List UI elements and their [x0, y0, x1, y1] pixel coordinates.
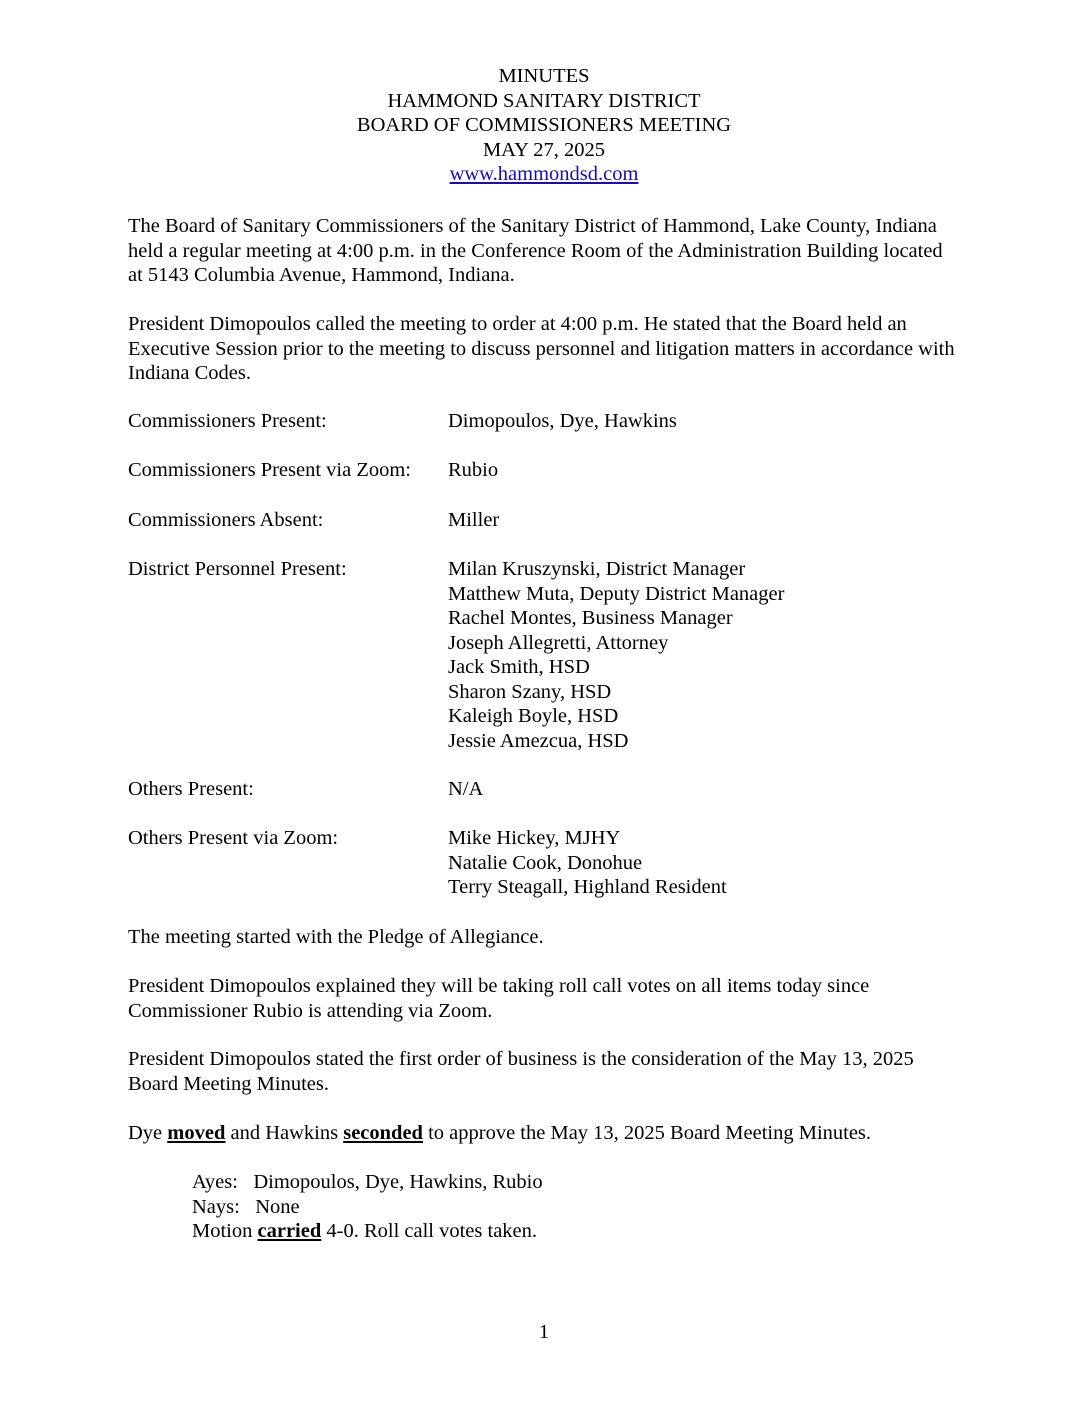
motion-moved: moved	[167, 1122, 226, 1144]
motion-word: Motion	[192, 1220, 253, 1242]
personnel-item: Sharon Szany, HSD	[448, 680, 612, 703]
district-personnel-list	[448, 557, 784, 753]
personnel-item: Matthew Muta, Deputy District Manager	[448, 582, 785, 605]
motion-paragraph	[128, 1121, 958, 1146]
roll-call-paragraph: President Dimopoulos explained they will be taking roll call votes on all items today since Commissioner Rubio is attending via Zoom.	[128, 975, 870, 1022]
commissioners-absent-label: Commissioners Absent:	[128, 509, 324, 531]
others-zoom-list	[448, 826, 727, 900]
first-order-paragraph: President Dimopoulos stated the first order of business is the consideration of the May 13, 2025 Board Meeting Minutes.	[128, 1048, 914, 1095]
motion-carried: carried	[257, 1220, 322, 1242]
website-link[interactable]: www.hammondsd.com	[449, 163, 639, 185]
others-present-value: N/A	[448, 778, 484, 800]
ayes-line	[192, 1170, 543, 1195]
intro-paragraph: The Board of Sanitary Commissioners of the Sanitary District of Hammond, Lake County, Indiana held a regular meeting at 4:00 p.m. in the Conference Room of the Administration Building located at 5143 Columbia Avenue, Hammond, Indiana.	[128, 215, 943, 286]
district-personnel-label: District Personnel Present:	[128, 558, 347, 580]
commissioners-zoom-label: Commissioners Present via Zoom:	[128, 459, 411, 481]
header-meeting: BOARD OF COMMISSIONERS MEETING	[356, 114, 732, 136]
personnel-item: Jessie Amezcua, HSD	[448, 729, 629, 752]
others-zoom-item: Natalie Cook, Donohue	[448, 851, 643, 874]
personnel-item: Milan Kruszynski, District Manager	[448, 558, 746, 580]
commissioners-present-label: Commissioners Present:	[128, 410, 327, 432]
document-header	[0, 64, 1088, 187]
nays-label: Nays:	[192, 1195, 240, 1218]
page-number: 1	[538, 1321, 550, 1343]
others-present-label: Others Present:	[128, 778, 254, 800]
others-zoom-label: Others Present via Zoom:	[128, 827, 339, 849]
call-to-order-paragraph: President Dimopoulos called the meeting to order at 4:00 p.m. He stated that the Board held an Executive Session prior to the meeting to discuss personnel and litigation matters in accordance with Indiana Codes.	[128, 313, 955, 384]
ayes-value: Dimopoulos, Dye, Hawkins, Rubio	[253, 1171, 543, 1193]
motion-mover: Dye	[128, 1122, 163, 1144]
motion-seconded: seconded	[343, 1122, 423, 1144]
personnel-item: Joseph Allegretti, Attorney	[448, 631, 669, 654]
motion-text: to approve the May 13, 2025 Board Meeting Minutes.	[428, 1122, 872, 1144]
header-title: MINUTES	[498, 65, 590, 87]
vote-block	[192, 1170, 543, 1244]
header-organization: HAMMOND SANITARY DISTRICT	[387, 89, 701, 112]
ayes-label: Ayes:	[192, 1171, 238, 1193]
nays-line	[192, 1195, 543, 1220]
others-zoom-item: Mike Hickey, MJHY	[448, 827, 621, 849]
nays-value: None	[255, 1195, 300, 1218]
pledge-paragraph: The meeting started with the Pledge of Allegiance.	[128, 926, 544, 948]
others-zoom-item: Terry Steagall, Highland Resident	[448, 876, 727, 898]
personnel-item: Rachel Montes, Business Manager	[448, 607, 733, 629]
personnel-item: Kaleigh Boyle, HSD	[448, 705, 619, 727]
motion-result: 4-0. Roll call votes taken.	[326, 1220, 538, 1242]
motion-seconder: and Hawkins	[230, 1122, 339, 1144]
motion-result-line	[192, 1219, 543, 1244]
commissioners-absent-value: Miller	[448, 509, 500, 531]
commissioners-zoom-value: Rubio	[448, 459, 499, 481]
commissioners-present-value: Dimopoulos, Dye, Hawkins	[448, 410, 677, 432]
header-date: MAY 27, 2025	[482, 138, 606, 161]
personnel-item: Jack Smith, HSD	[448, 656, 590, 678]
